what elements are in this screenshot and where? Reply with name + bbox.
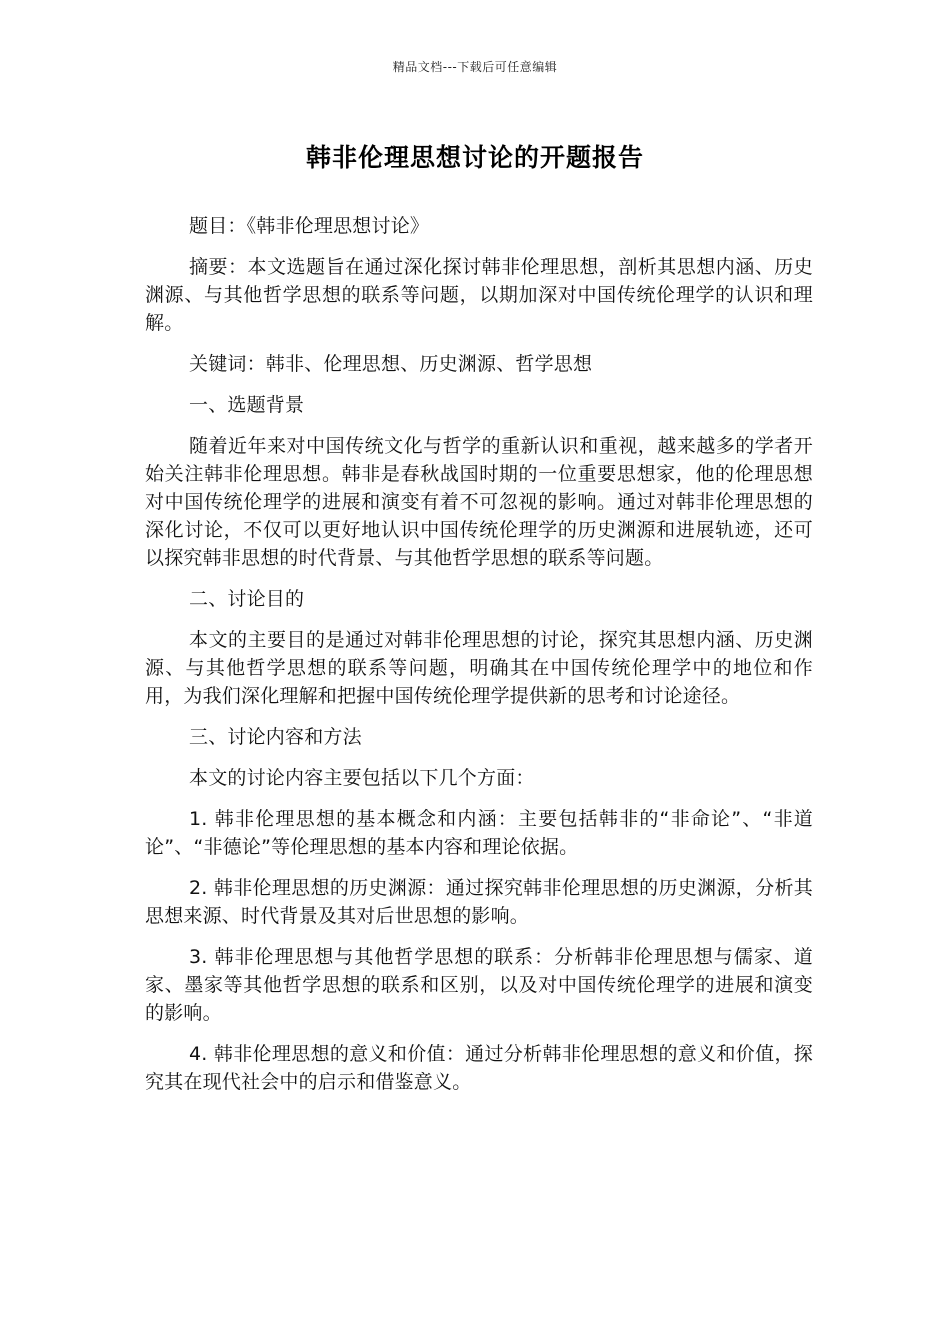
list-item: 1. 韩非伦理思想的基本概念和内涵：主要包括韩非的“非命论”、“非道论”、“非德论”等伦理思想的基本内容和理论依据。 xyxy=(145,808,813,858)
section-heading-content-method: 三、讨论内容和方法 xyxy=(189,726,362,748)
document-title: 韩非伦理思想讨论的开题报告 xyxy=(305,143,644,172)
topic-line: 题目：《韩非伦理思想讨论》 xyxy=(189,215,430,237)
purpose-paragraph: 本文的主要目的是通过对韩非伦理思想的讨论，探究其思想内涵、历史渊源、与其他哲学思想的联系等问题，明确其在中国传统伦理学中的地位和作用，为我们深化理解和把握中国传统伦理学提供新的思考和讨论途径。 xyxy=(145,629,813,707)
section-heading-background: 一、选题背景 xyxy=(189,394,305,416)
background-paragraph: 随着近年来对中国传统文化与哲学的重新认识和重视，越来越多的学者开始关注韩非伦理思想。韩非是春秋战国时期的一位重要思想家，他的伦理思想对中国传统伦理学的进展和演变有着不可忽视的影响。通过对韩非伦理思想的深化讨论，不仅可以更好地认识中国传统伦理学的历史渊源和进展轨迹，还可以探究韩非思想的时代背景、与其他哲学思想的联系等问题。 xyxy=(145,435,813,569)
list-item: 2. 韩非伦理思想的历史渊源：通过探究韩非伦理思想的历史渊源，分析其思想来源、时代背景及其对后世思想的影响。 xyxy=(145,877,813,927)
keywords-line: 关键词：韩非、伦理思想、历史渊源、哲学思想 xyxy=(189,353,593,375)
abstract-paragraph: 摘要：本文选题旨在通过深化探讨韩非伦理思想，剖析其思想内涵、历史渊源、与其他哲学思想的联系等问题，以期加深对中国传统伦理学的认识和理解。 xyxy=(145,256,813,334)
document-body xyxy=(145,212,813,1109)
header-note: 精品文档---下载后可任意编辑 xyxy=(392,60,558,74)
content-intro-paragraph: 本文的讨论内容主要包括以下几个方面： xyxy=(189,767,535,789)
section-heading-purpose: 二、讨论目的 xyxy=(189,588,305,610)
list-item: 4. 韩非伦理思想的意义和价值：通过分析韩非伦理思想的意义和价值，探究其在现代社会中的启示和借鉴意义。 xyxy=(145,1043,813,1093)
list-item: 3. 韩非伦理思想与其他哲学思想的联系：分析韩非伦理思想与儒家、道家、墨家等其他哲学思想的联系和区别，以及对中国传统伦理学的进展和演变的影响。 xyxy=(145,946,813,1024)
